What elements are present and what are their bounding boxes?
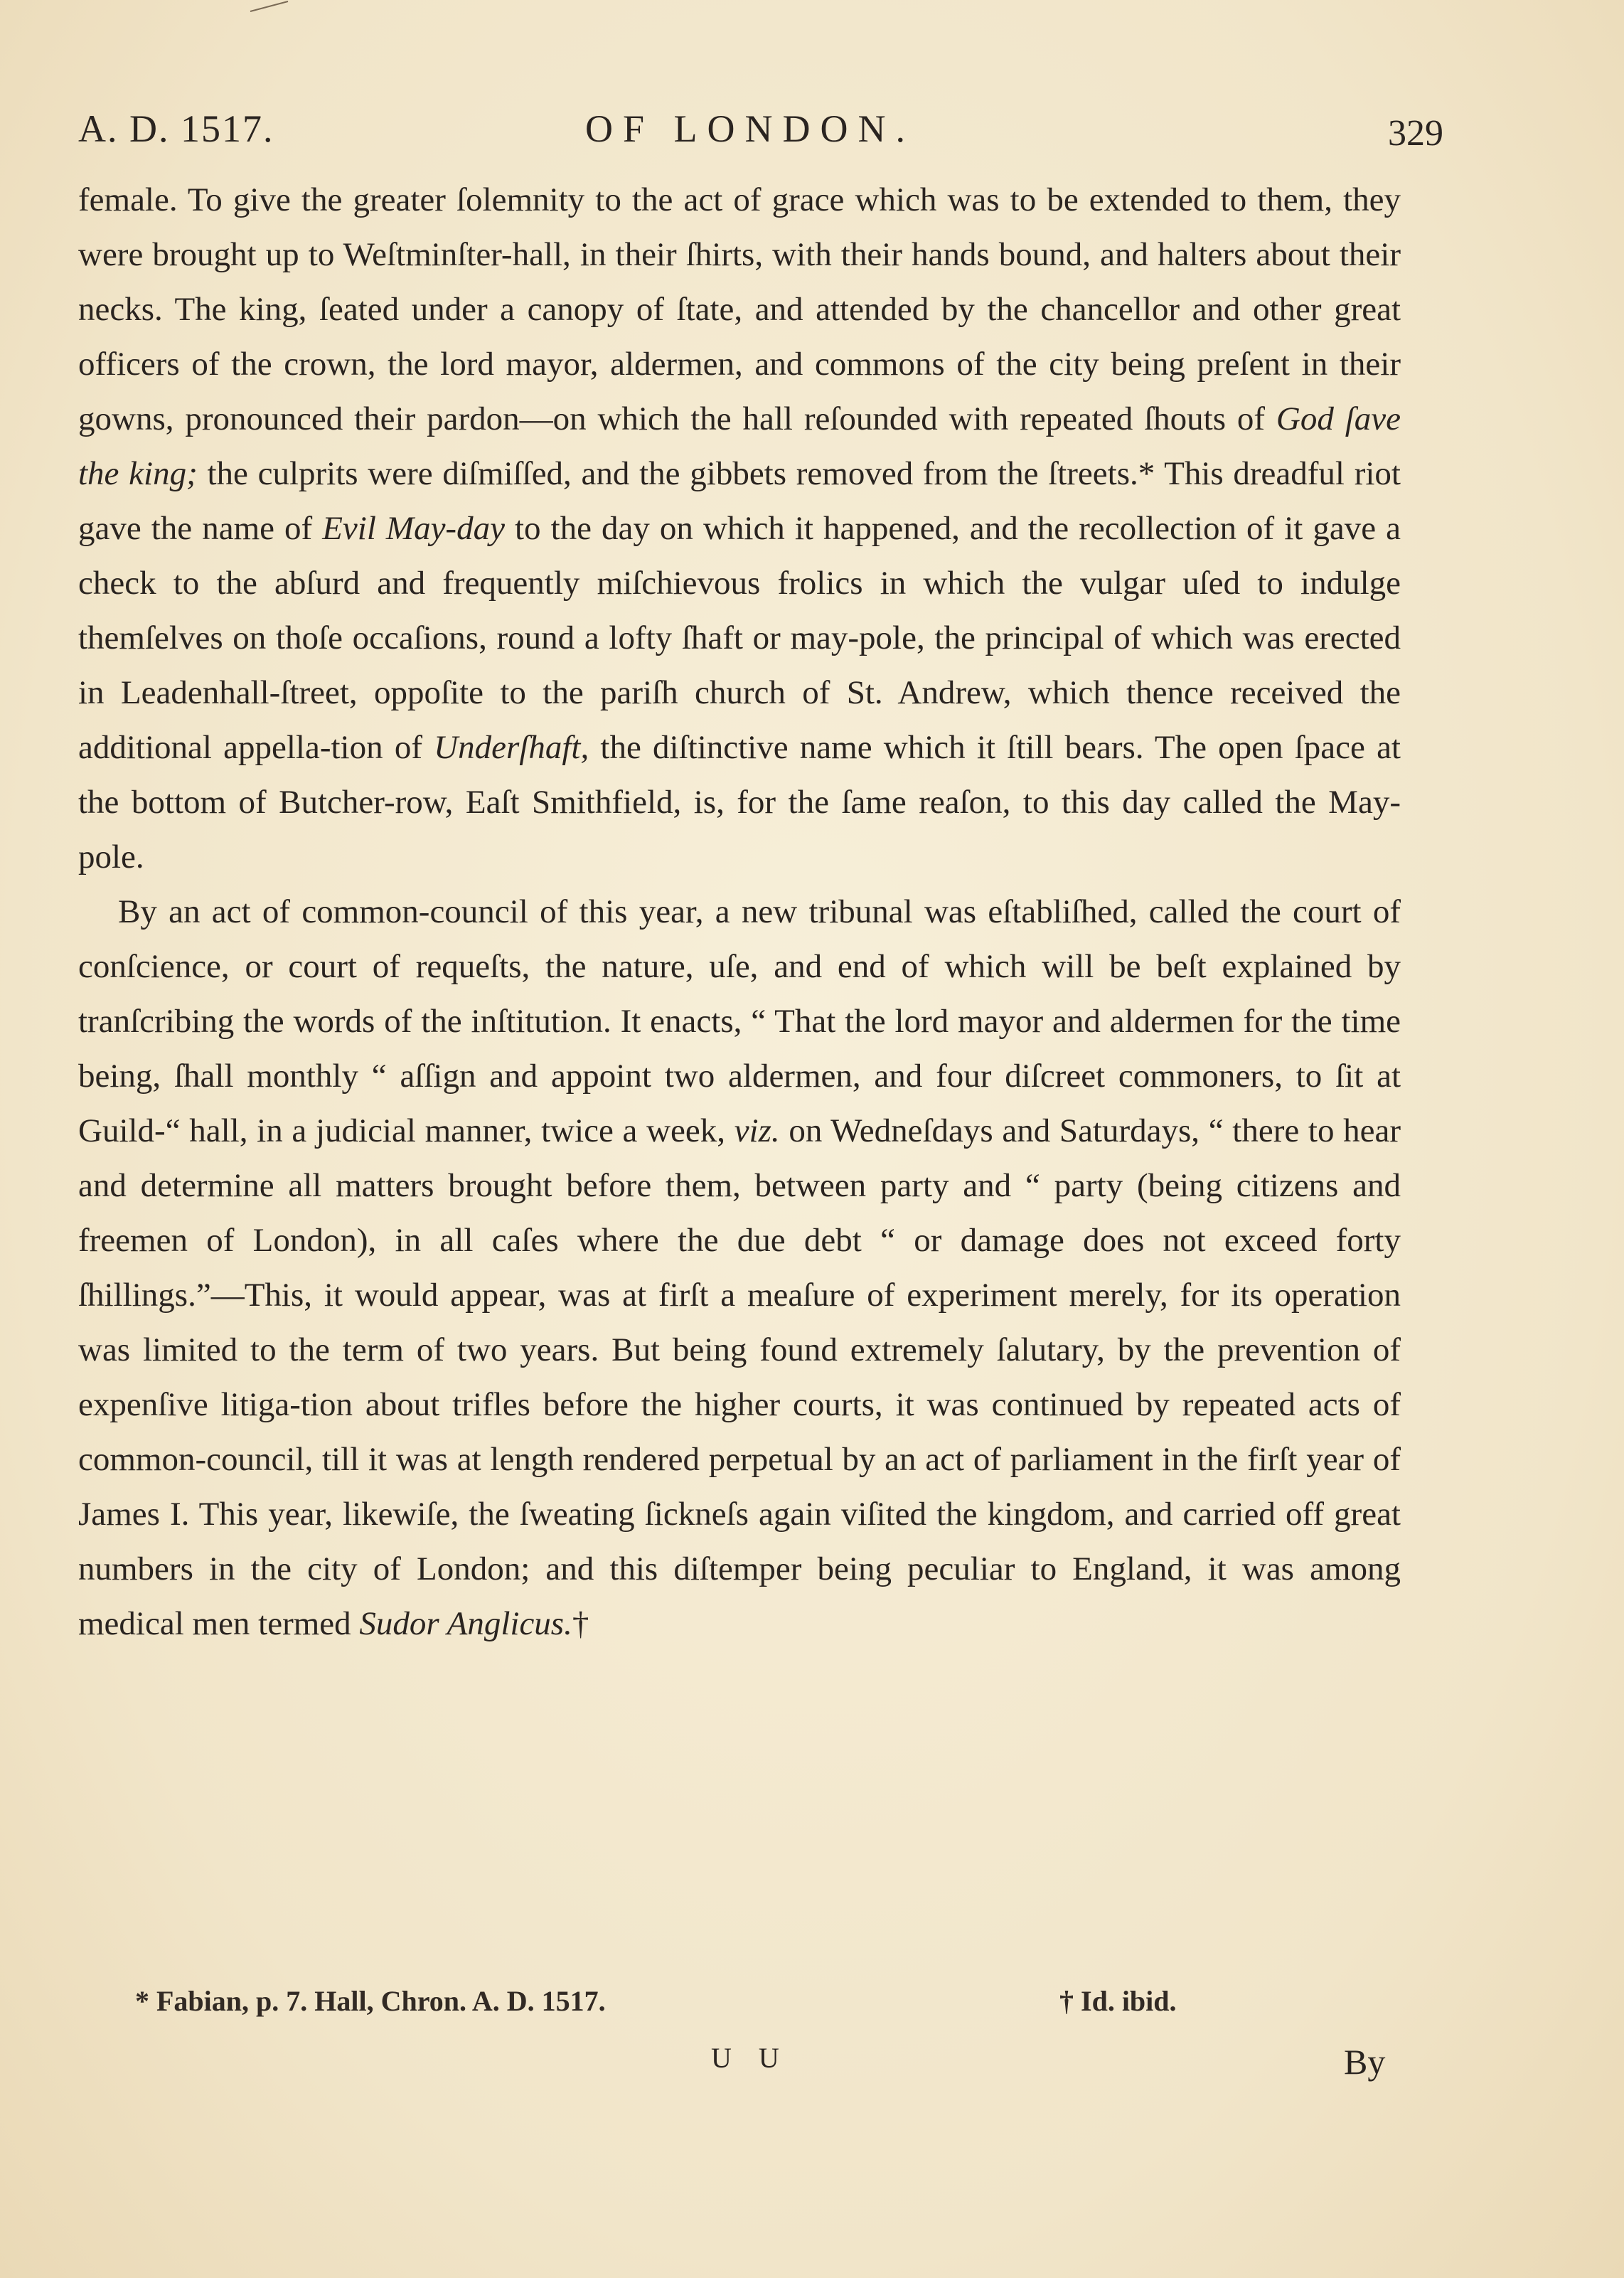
p2-text-3: † <box>572 1605 589 1642</box>
p1-text-3: to the day on which it happened, and the recollection of it gave a check to the abſurd and frequently miſchievous frolics in which the vulgar uſed to indulge themſelves on thoſe occaſions, round a lofty ſhaft or may-pole, the principal of which was erected in Leadenhall-ſtreet, oppoſite to the pariſh church of St. Andrew, which thence received the additional appella-tion of <box>78 510 1401 766</box>
p2-italic-1: viz. <box>734 1112 780 1149</box>
p1-text-1: female. To give the greater ſolemnity to the act of grace which was to be extended to them, they were brought up to Weſtminſter-hall, in their ſhirts, with their hands bound, and halters about their necks. The king, ſeated under a canopy of ſtate, and attended by the chancellor and other great officers of the crown, the lord mayor, aldermen, and commons of the city being preſent in their gowns, pronounced their pardon—on which the hall reſounded with repeated ſhouts of <box>78 181 1401 437</box>
p2-italic-2: Sudor Anglicus. <box>359 1605 572 1642</box>
body-text <box>78 173 1401 1651</box>
ink-stroke-decoration <box>249 0 292 14</box>
signature-mark: U U <box>711 2042 789 2074</box>
running-header <box>78 107 1443 154</box>
p1-italic-2: Evil May-day <box>322 510 505 547</box>
header-year: A. D. 1517. <box>78 107 274 150</box>
p1-italic-1: God ſave the king; <box>78 400 1401 492</box>
paragraph-1 <box>78 173 1401 885</box>
header-title: OF LONDON. <box>585 107 915 150</box>
page-number: 329 <box>1388 113 1443 154</box>
p2-text-1: By an act of common-council of this year, a new tribunal was eſtabliſhed, called the court of conſcience, or court of requeſts, the nature, uſe, and end of which will be beſt explained by tranſcribing the words of the inſtitution. It enacts, “ That the lord mayor and aldermen for the time being, ſhall monthly “ aſſign and appoint two aldermen, and four diſcreet commoners, to ſit at Guild-“ hall, in a judicial manner, twice a week, <box>78 893 1401 1149</box>
catchword: By <box>1344 2042 1386 2082</box>
paragraph-2 <box>78 885 1401 1651</box>
p1-text-4: the diſtinctive name which it ſtill bears. The open ſpace at the bottom of Butcher-row, Eaſt Smithfield, is, for the ſame reaſon, to this day called the May-pole. <box>78 729 1401 875</box>
p1-text-2: the culprits were diſmiſſed, and the gibbets removed from the ſtreets.* This dreadful riot gave the name of <box>78 455 1401 547</box>
footnote-2: † Id. ibid. <box>1059 1985 1177 2017</box>
footnote-1: * Fabian, p. 7. Hall, Chron. A. D. 1517. <box>135 1985 606 2017</box>
p1-italic-3: Underſhaft, <box>434 729 589 766</box>
p2-text-2: on Wedneſdays and Saturdays, “ there to hear and determine all matters brought before them, between party and “ party (being citizens and freemen of London), in all caſes where the due debt “ or damage does not exceed forty ſhillings.”—This, it would appear, was at firſt a meaſure of experiment merely, for its operation was limited to the term of two years. But being found extremely ſalutary, by the prevention of expenſive litiga-tion about trifles before the higher courts, it was continued by repeated acts of common-council, till it was at length rendered perpetual by an act of parliament in the firſt year of James I. This year, likewiſe, the ſweating ſickneſs again viſited the kingdom, and carried off great numbers in the city of London; and this diſtemper being peculiar to England, it was among medical men termed <box>78 1112 1401 1642</box>
